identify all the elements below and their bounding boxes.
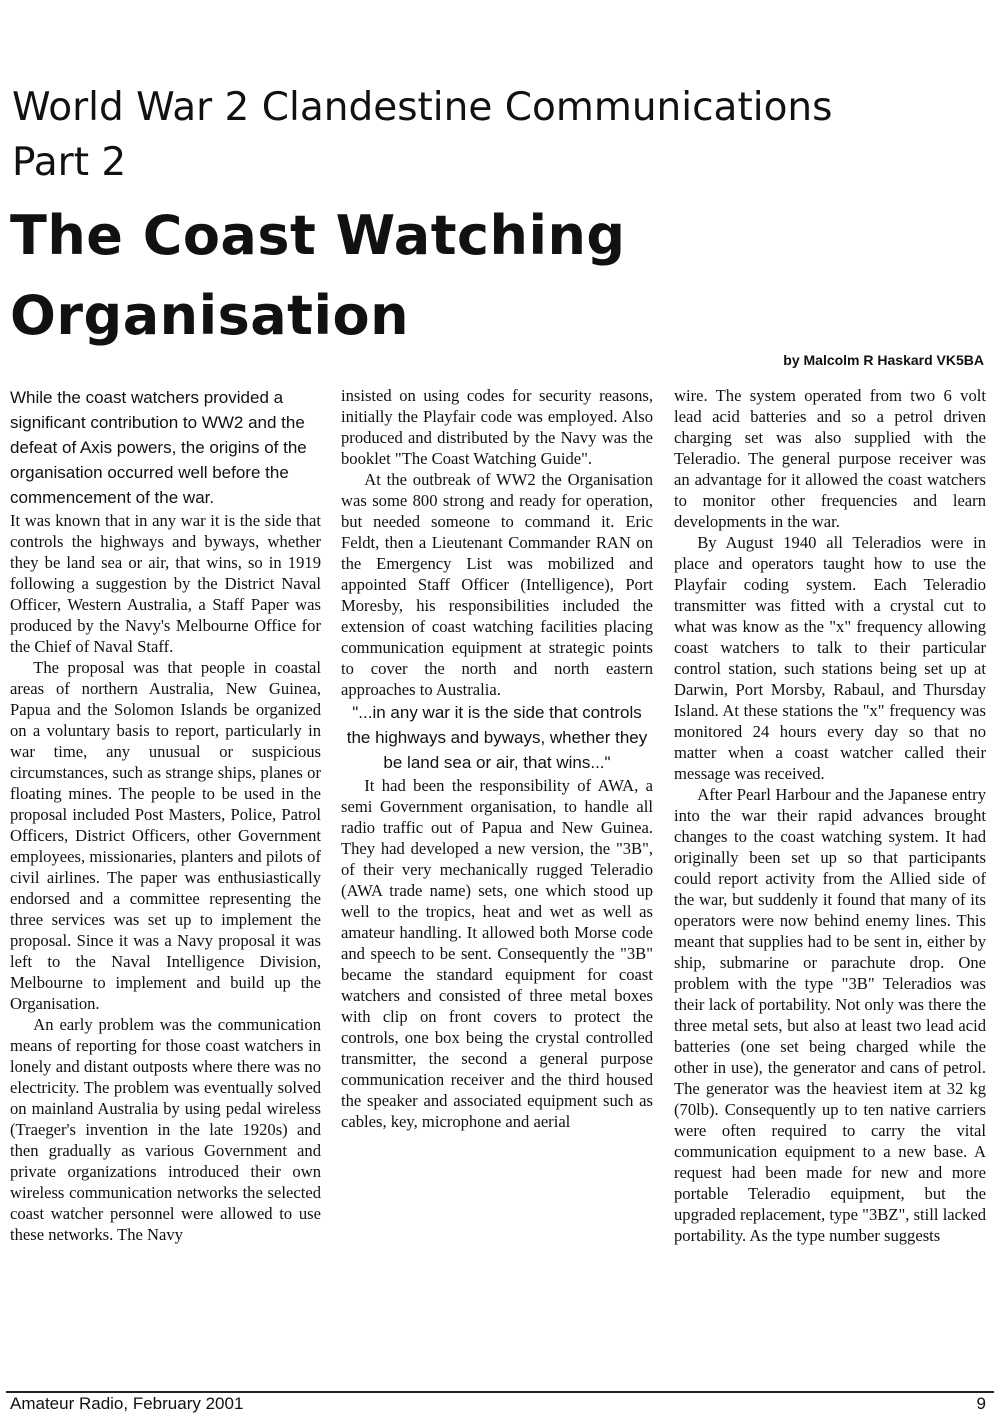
body-paragraph: By August 1940 all Teleradios were in place and operators taught how to use the Playfair coding system. Each Teleradio transmitter was fitted with a crystal cut to what was know as the "x" frequency allowing coast watchers to talk to their particular control station, such stations being set up at Darwin, Port Morsby, Rabaul, and Thursday Island. At these stations the "x" frequency was monitored 24 hours every day so that no matter when a coast watcher called their message was received. bbox=[674, 533, 986, 783]
footer-divider bbox=[6, 1391, 994, 1393]
title-line-1: The Coast Watching bbox=[10, 204, 626, 267]
supertitle-line-2: Part 2 bbox=[12, 140, 127, 185]
body-paragraph: The proposal was that people in coastal areas of northern Australia, New Guinea, Papua and the Solomon Islands be organized on a voluntary basis to report, particularly in war time, any unusual or suspicious circumstances, such as strange ships, planes or floating mines. The people to be used in the proposal included Post Masters, Police, Patrol Officers, District Officers, other Government employees, missionaries, planters and pilots of civil airlines. The paper was enthusiastically endorsed and a committee representing the three services was set up to implement the proposal. Since it was a Navy proposal it was left to the Naval Intelligence Division, Melbourne to implement and build up the Organisation. bbox=[10, 658, 321, 1013]
body-paragraph: It had been the responsibility of AWA, a semi Government organisation, to handle all radio traffic out of Papua and New Guinea. They had developed a new version, the "3B", of their very mechanically rugged Teleradio (AWA trade name) sets, one which stood up well to the tropics, heat and wet as well as amateur handling. It allowed both Morse code and speech to be sent. Consequently the "3B" became the standard equipment for coast watchers and consisted of three metal boxes with clip on front covers to protect the controls, one box being the crystal controlled transmitter, the second a general purpose communication receiver and the third housed the speaker and associated equipment such as cables, key, microphone and aerial bbox=[341, 776, 653, 1131]
title-line-2: Organisation bbox=[10, 284, 410, 347]
body-paragraph: It was known that in any war it is the side that controls the highways and byways, whether they be land sea or air, that wins, so in 1919 following a suggestion by the District Naval Officer, Western Australia, a Staff Paper was produced by the Navy's Melbourne Office for the Chief of Naval Staff. bbox=[10, 511, 321, 656]
text-column-2 bbox=[341, 385, 653, 1375]
body-paragraph: At the outbreak of WW2 the Organisation was some 800 strong and ready for operation, but needed someone to command it. Eric Feldt, then a Lieutenant Commander RAN on the Emergency List was mobilized and appointed Staff Officer (Intelligence), Port Moresby, his responsibilities included the extension of coast watching facilities placing communication equipment at strategic points to cover the north and north eastern approaches to Australia. bbox=[341, 470, 653, 699]
text-column-3 bbox=[674, 385, 986, 1375]
body-paragraph: wire. The system operated from two 6 volt lead acid batteries and so a petrol driven charging set was also supplied with the Teleradio. The general purpose receiver was an advantage for it allowed the coast watchers to monitor other frequencies and learn developments in the war. bbox=[674, 386, 986, 531]
body-paragraph: An early problem was the communication means of reporting for those coast watchers in lonely and distant outposts where there was no electricity. The problem was eventually solved on mainland Australia by using pedal wireless (Traeger's invention in the late 1920s) and then gradually as various Government and private organizations introduced their own wireless communication networks the selected coast watcher personnel were allowed to use these networks. The Navy bbox=[10, 1015, 321, 1244]
supertitle-line-1: World War 2 Clandestine Communications bbox=[12, 85, 833, 130]
lead-paragraph: While the coast watchers provided a significant contribution to WW2 and the defeat of Axis powers, the origins of the organisation occurred well before the commencement of the war. bbox=[10, 388, 307, 507]
article-supertitle bbox=[12, 80, 972, 190]
author-byline: by Malcolm R Haskard VK5BA bbox=[783, 352, 984, 368]
publication-footer: Amateur Radio, February 2001 bbox=[10, 1394, 244, 1413]
body-paragraph: insisted on using codes for security reasons, initially the Playfair code was employed. Also produced and distributed by the Navy was the booklet "The Coast Watching Guide". bbox=[341, 386, 653, 468]
pull-quote: "...in any war it is the side that controls the highways and byways, whether they be land sea or air, that wins..." bbox=[346, 703, 648, 772]
body-paragraph: After Pearl Harbour and the Japanese entry into the war their rapid advances brought changes to the coast watching system. It had originally been set up so that participants could report activity from the Allied side of the war, but suddenly it found that many of its operators were now behind enemy lines. This meant that supplies had to be sent in, either by ship, submarine or parachute drop. One problem with the type "3B" Teleradios was their lack of portability. Not only was there the three metal sets, but also at least two lead acid batteries (one set being charged while the other in use), the generator and cans of petrol. The generator was the heaviest item at 32 kg (70lb). Consequently up to ten native carriers were often required to carry the vital communication equipment to a new base. A request had been made for new and more portable Teleradio equipment, but the upgraded replacement, type "3BZ", still lacked portability. As the type number suggests bbox=[674, 785, 986, 1245]
article-title bbox=[10, 196, 770, 356]
page-number: 9 bbox=[976, 1394, 986, 1413]
text-column-1 bbox=[10, 385, 321, 1375]
